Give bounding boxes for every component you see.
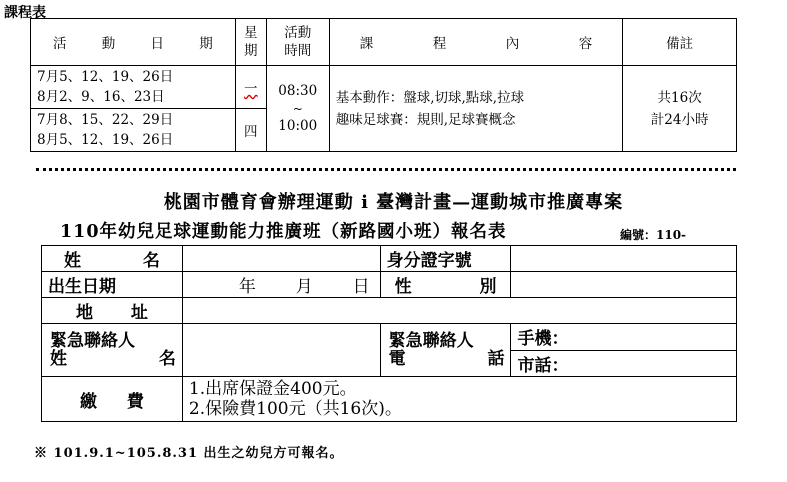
- emergency-name-field[interactable]: [182, 324, 380, 377]
- schedule-title: 課程表: [4, 5, 46, 21]
- dates-thursday: 7月8、15、22、29日 8月5、12、19、26日: [31, 109, 236, 152]
- header-activity-date: 活 動 日 期: [31, 19, 236, 66]
- address-label: 地 址: [42, 298, 183, 324]
- eligibility-note: ※ 101.9.1~105.8.31 出生之幼兒方可報名。: [34, 446, 344, 461]
- form-row-fee: [42, 377, 737, 422]
- schedule-row-monday: [31, 66, 737, 109]
- form-title-line1: 桃園市體育會辦理運動 i 臺灣計畫—運動城市推廣專案: [163, 192, 624, 213]
- form-row-birth: [42, 272, 737, 298]
- dates-monday: 7月5、12、19、26日 8月2、9、16、23日: [31, 66, 236, 109]
- cut-line: [36, 168, 736, 171]
- header-note: 備註: [623, 19, 737, 66]
- form-serial: 編號：110-: [620, 228, 687, 242]
- course-note: 共16次 計24小時: [623, 66, 737, 152]
- header-content: 課 程 內 容: [329, 19, 623, 66]
- id-number-label: 身分證字號: [380, 246, 511, 272]
- gender-field[interactable]: [511, 272, 737, 298]
- fee-details: 1.出席保證金400元。 2.保險費100元（共16次)。: [182, 377, 736, 422]
- header-time: 活動 時間: [266, 19, 329, 66]
- address-field[interactable]: [182, 298, 736, 324]
- gender-label: 性 別: [380, 272, 511, 298]
- mobile-field[interactable]: [511, 324, 737, 351]
- header-weekday: 星 期: [235, 19, 266, 66]
- course-content: 基本動作：盤球,切球,點球,拉球 趣味足球賽：規則,足球賽概念: [329, 66, 623, 152]
- landline-label: 市話：: [517, 355, 569, 376]
- form-title-line2: 110年幼兒足球運動能力推廣班（新路國小班）報名表: [60, 222, 507, 242]
- form-row-emergency-mobile: [42, 324, 737, 351]
- registration-form: [41, 245, 737, 422]
- schedule-header-row: [31, 19, 737, 66]
- weekday-monday: 一: [235, 66, 266, 109]
- schedule-table: [30, 18, 737, 152]
- name-label: 姓 名: [42, 246, 183, 272]
- birth-date-label: 出生日期: [42, 272, 183, 298]
- emergency-name-label: 緊急聯絡人 姓 名: [42, 324, 183, 377]
- birth-date-field[interactable]: 年 月 日: [182, 272, 380, 298]
- activity-time: 08:30 ~ 10:00: [266, 66, 329, 152]
- mobile-label: 手機：: [517, 329, 569, 350]
- weekday-thursday: 四: [235, 109, 266, 152]
- form-row-name: [42, 246, 737, 272]
- emergency-phone-label: 緊急聯絡人 電 話: [380, 324, 511, 377]
- form-row-address: [42, 298, 737, 324]
- name-field[interactable]: [182, 246, 380, 272]
- landline-field[interactable]: [511, 350, 737, 377]
- id-number-field[interactable]: [511, 246, 737, 272]
- fee-label: 繳 費: [42, 377, 183, 422]
